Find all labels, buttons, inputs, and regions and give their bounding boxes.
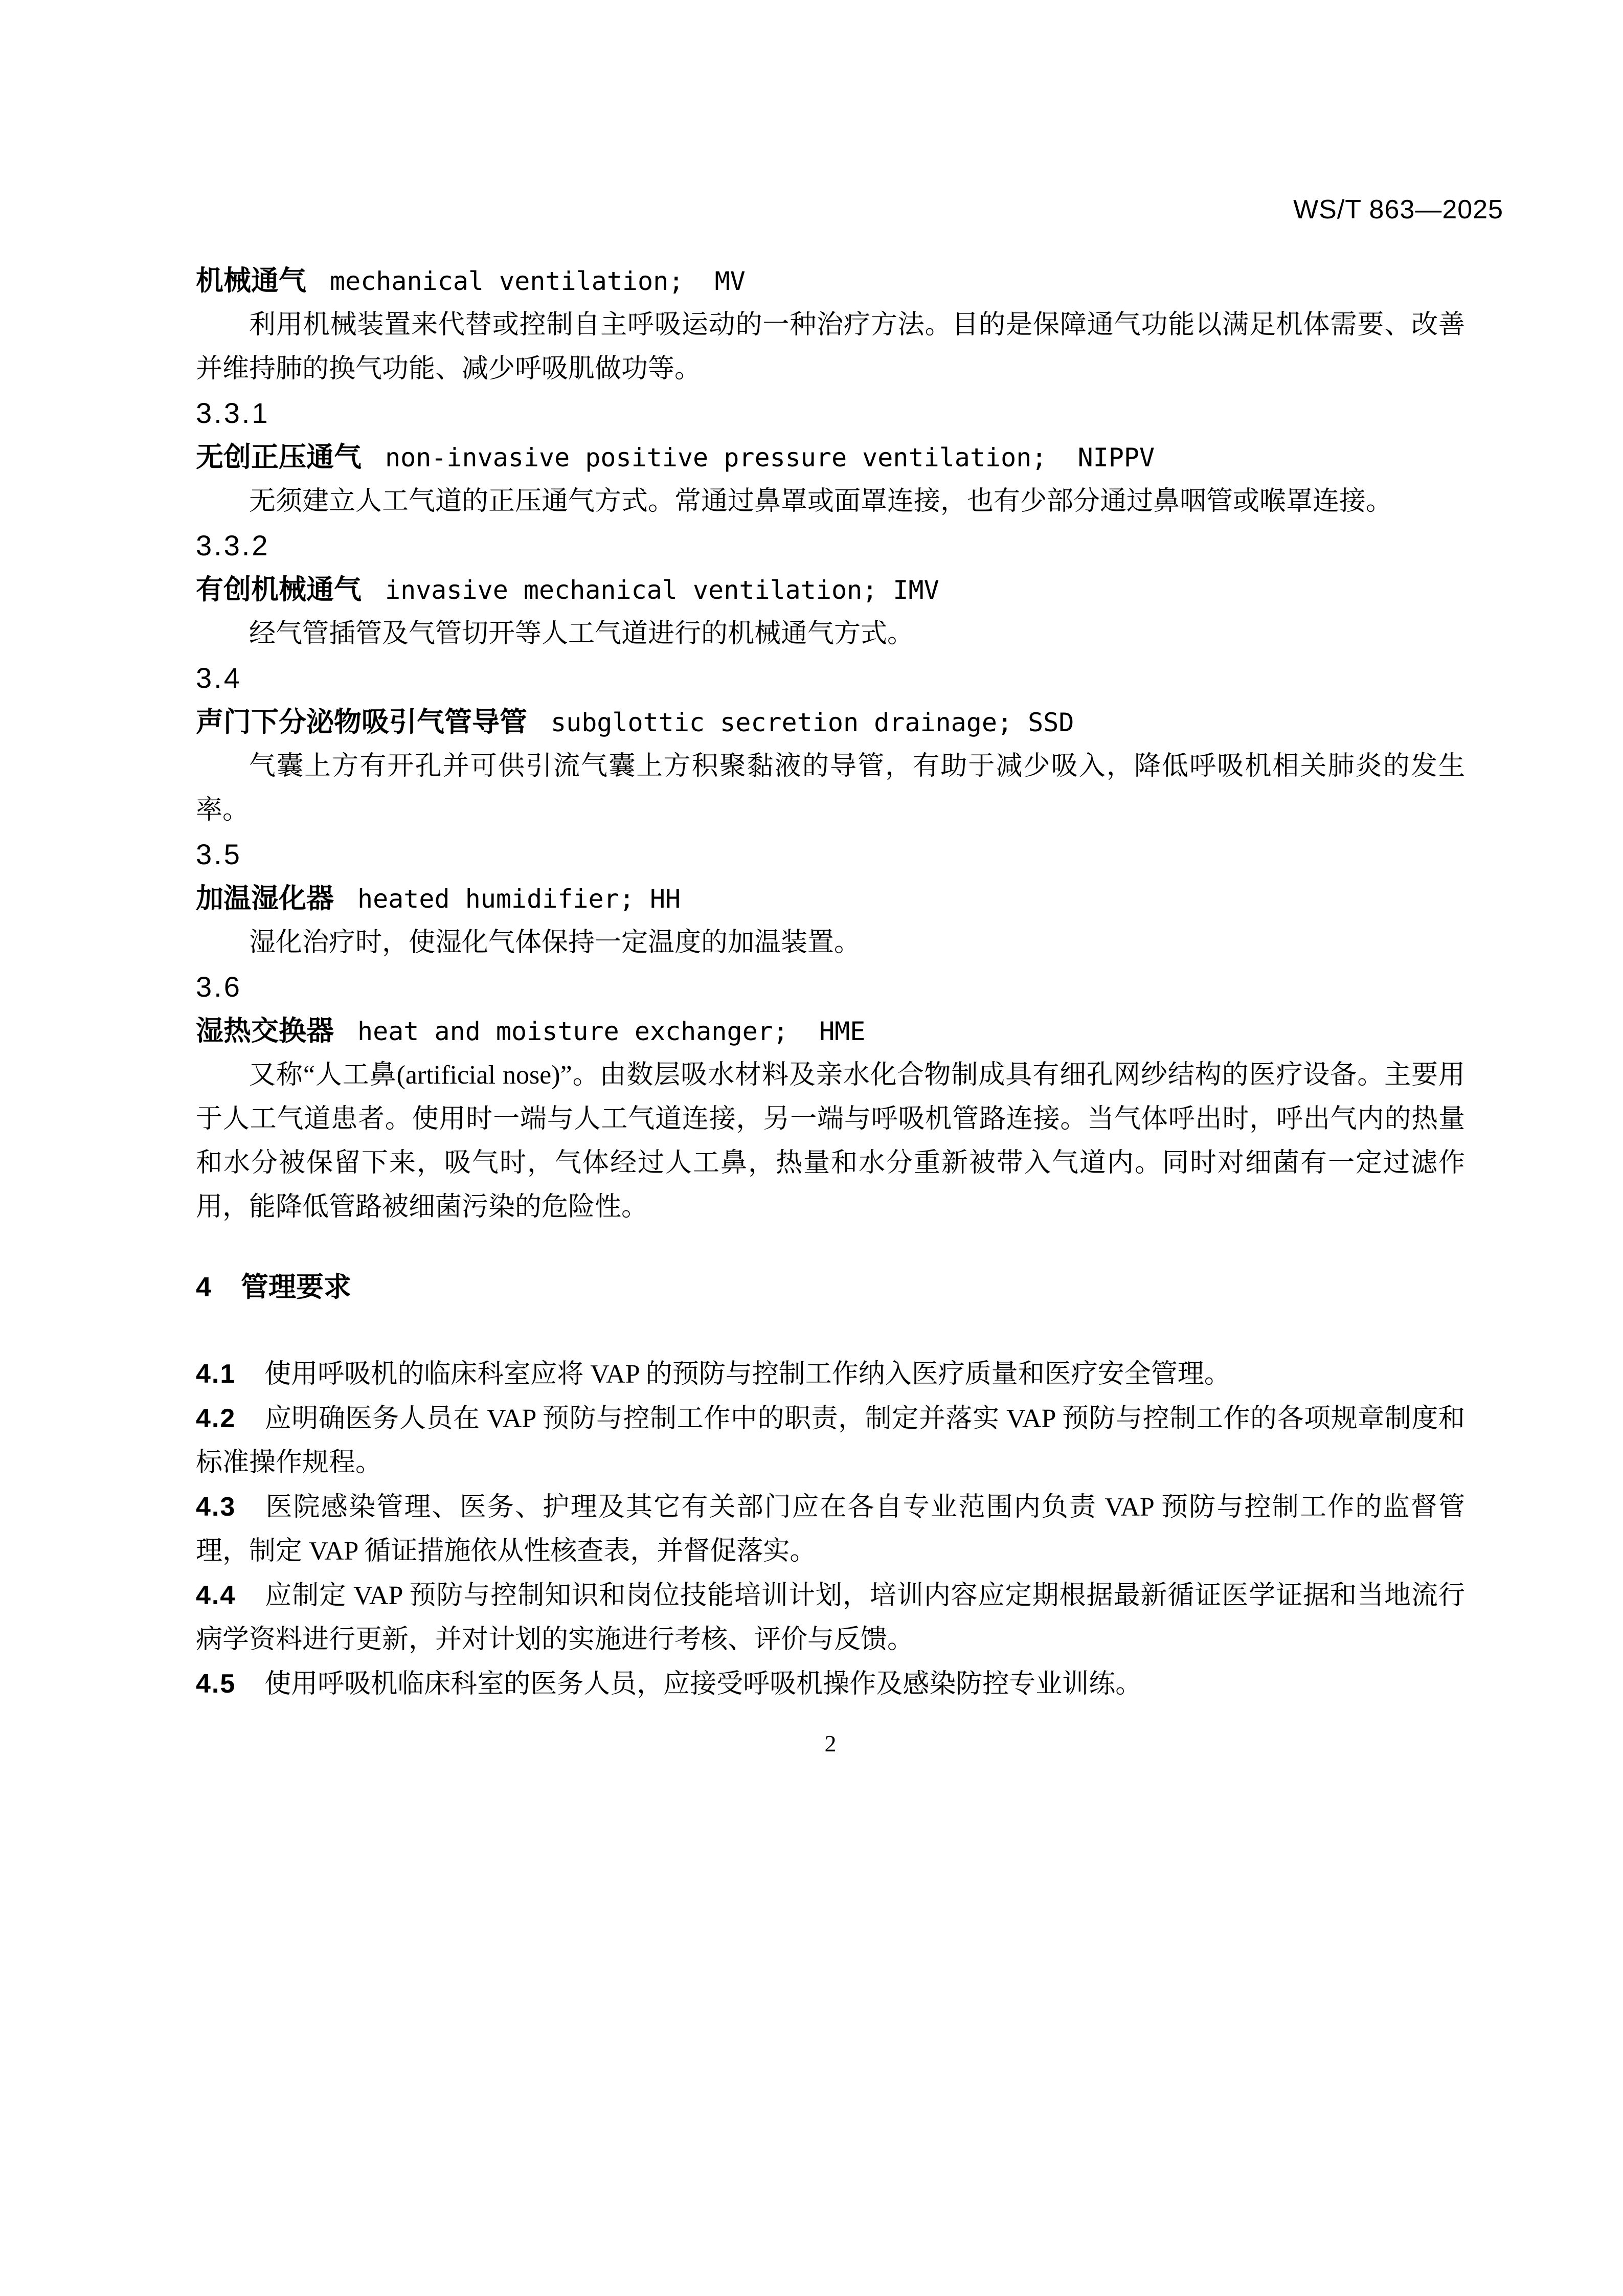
term-zh: 湿热交换器 bbox=[196, 1016, 334, 1046]
clause-paragraph-4-5 bbox=[196, 1662, 1465, 1706]
clause-paragraph-4-1 bbox=[196, 1352, 1465, 1397]
clause-number: 4.4 bbox=[196, 1581, 236, 1610]
clause-text: 使用呼吸机临床科室的医务人员，应接受呼吸机操作及感染防控专业训练。 bbox=[264, 1670, 1142, 1699]
page-content bbox=[196, 259, 1465, 1766]
section-title: 管理要求 bbox=[241, 1272, 352, 1302]
term-en: non-invasive positive pressure ventilation; NIPPV bbox=[385, 443, 1155, 472]
clause-number: 4.1 bbox=[196, 1359, 236, 1389]
term-en: mechanical ventilation; MV bbox=[330, 266, 746, 296]
term-heading-ssd bbox=[196, 700, 1465, 745]
term-heading-mv bbox=[196, 259, 1465, 303]
term-zh: 机械通气 bbox=[196, 265, 306, 296]
definition-paragraph: 又称“人工鼻(artificial nose)”。由数层吸水材料及亲水化合物制成具有细孔网纱结构的医疗设备。主要用于人工气道患者。使用时一端与人工气道连接，另一端与呼吸机管路连接。当气体呼出时，呼出气内的热量和水分被保留下来，吸气时，气体经过人工鼻，热量和水分重新被带入气道内。同时对细菌有一定过滤作用，能降低管路被细菌污染的危险性。 bbox=[196, 1061, 1465, 1222]
clause-paragraph-4-2 bbox=[196, 1397, 1465, 1485]
clause-text: 应明确医务人员在 VAP 预防与控制工作中的职责，制定并落实 VAP 预防与控制工作的各项规章制度和标准操作规程。 bbox=[196, 1404, 1465, 1477]
clause-number: 3.3.2 bbox=[196, 529, 270, 561]
clause-number: 3.6 bbox=[196, 971, 242, 1003]
term-en: invasive mechanical ventilation; IMV bbox=[385, 575, 939, 605]
term-en: subglottic secretion drainage; SSD bbox=[551, 708, 1074, 737]
clause-text: 医院感染管理、医务、护理及其它有关部门应在各自专业范围内负责 VAP 预防与控制工作的监督管理，制定 VAP 循证措施依从性核查表，并督促落实。 bbox=[196, 1493, 1465, 1566]
section-heading bbox=[196, 1265, 1465, 1309]
clause-number: 3.4 bbox=[196, 662, 242, 694]
term-en: heat and moisture exchanger; HME bbox=[357, 1017, 866, 1046]
standard-code: WS/T 863—2025 bbox=[1293, 195, 1503, 224]
term-en: heated humidifier; HH bbox=[357, 884, 681, 914]
clause-number: 4.2 bbox=[196, 1404, 236, 1433]
term-zh: 加温湿化器 bbox=[196, 883, 334, 914]
clause-number: 4.5 bbox=[196, 1669, 236, 1699]
definition-paragraph: 气囊上方有开孔并可供引流气囊上方积聚黏液的导管，有助于减少吸入，降低呼吸机相关肺炎的发生率。 bbox=[196, 752, 1465, 825]
definition-paragraph: 无须建立人工气道的正压通气方式。常通过鼻罩或面罩连接，也有少部分通过鼻咽管或喉罩连接。 bbox=[249, 487, 1393, 516]
term-heading-hh bbox=[196, 876, 1465, 921]
term-zh: 有创机械通气 bbox=[196, 574, 362, 605]
definition-paragraph: 利用机械装置来代替或控制自主呼吸运动的一种治疗方法。目的是保障通气功能以满足机体需要、改善并维持肺的换气功能、减少呼吸肌做功等。 bbox=[196, 310, 1465, 384]
term-zh: 无创正压通气 bbox=[196, 442, 362, 472]
page-number: 2 bbox=[824, 1730, 837, 1757]
term-zh: 声门下分泌物吸引气管导管 bbox=[196, 707, 527, 737]
definition-paragraph: 经气管插管及气管切开等人工气道进行的机械通气方式。 bbox=[249, 619, 914, 648]
clause-paragraph-4-4 bbox=[196, 1573, 1465, 1662]
definition-paragraph: 湿化治疗时，使湿化气体保持一定温度的加温装置。 bbox=[249, 928, 861, 957]
term-heading-nippv bbox=[196, 435, 1465, 480]
clause-text: 应制定 VAP 预防与控制知识和岗位技能培训计划，培训内容应定期根据最新循证医学证据和当地流行病学资料进行更新，并对计划的实施进行考核、评价与反馈。 bbox=[196, 1581, 1465, 1654]
clause-paragraph-4-3 bbox=[196, 1485, 1465, 1573]
clause-number: 3.3.1 bbox=[196, 397, 270, 429]
section-number: 4 bbox=[196, 1272, 213, 1302]
clause-number: 3.5 bbox=[196, 838, 242, 870]
term-heading-imv bbox=[196, 568, 1465, 612]
clause-number: 4.3 bbox=[196, 1492, 236, 1522]
term-heading-hme bbox=[196, 1009, 1465, 1053]
clause-text: 使用呼吸机的临床科室应将 VAP 的预防与控制工作纳入医疗质量和医疗安全管理。 bbox=[264, 1360, 1231, 1389]
